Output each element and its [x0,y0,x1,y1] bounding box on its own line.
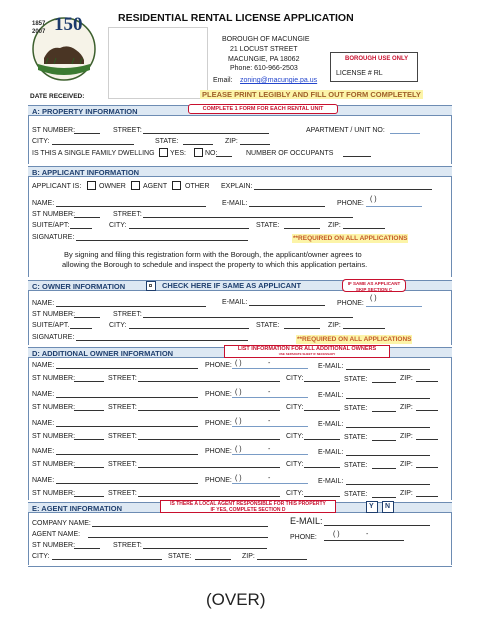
d3-phone-parens: ( ) [235,418,242,425]
d5-phone-dash: - [268,475,271,482]
d4-name-field[interactable] [56,454,198,455]
e-state-field[interactable] [195,559,231,560]
d5-st-number-label: ST NUMBER: [32,490,76,497]
e-company-field[interactable] [92,526,268,527]
a-apartment-field[interactable] [390,133,420,134]
b-street-field[interactable] [143,217,353,218]
d5-phone-field[interactable] [232,483,308,484]
d5-st-number-field[interactable] [74,496,104,497]
e-phone-dash: - [366,531,369,538]
d2-zip-field[interactable] [416,410,438,411]
d4-phone-dash: - [268,446,271,453]
c-zip-field[interactable] [343,328,385,329]
d4-zip-field[interactable] [416,467,438,468]
e-company-label: COMPANY NAME: [32,520,91,527]
a-st-number-field[interactable] [74,133,100,134]
d1-email-field[interactable] [346,369,430,370]
e-email-label: E-MAIL: [290,516,323,526]
b-street-label: STREET: [113,211,142,218]
d-note [224,345,390,358]
a-occupants-label: NUMBER OF OCCUPANTS [246,150,334,157]
d3-st-number-label: ST NUMBER: [32,433,76,440]
c-skip-line-1: IF SAME AS APPLICANT [347,281,401,286]
b-signature-field[interactable] [76,240,248,241]
a-no-checkbox[interactable] [194,148,203,157]
d1-phone-field[interactable] [232,368,308,369]
a-street-label: STREET: [113,127,142,134]
c-check-here-label: CHECK HERE IF SAME AS APPLICANT [162,281,302,290]
d2-st-number-label: ST NUMBER: [32,404,76,411]
d1-phone-parens: ( ) [235,360,242,367]
d3-phone-dash: - [268,418,271,425]
b-city-label: CITY: [109,222,127,229]
b-state-label: STATE: [256,222,280,229]
c-email-field[interactable] [249,305,325,306]
b-email-label: E-MAIL: [222,200,248,207]
d4-email-label: E-MAIL: [318,449,344,456]
e-no-checkbox[interactable] [382,501,394,513]
d3-street-field[interactable] [138,439,280,440]
d2-state-field[interactable] [372,411,396,412]
section-a-note: COMPLETE 1 FORM FOR EACH RENTAL UNIT [188,104,338,114]
section-e-title: E: AGENT INFORMATION [32,504,122,513]
c-email-label: E-MAIL: [222,299,248,306]
a-yes-checkbox[interactable] [159,148,168,157]
d3-state-field[interactable] [372,440,396,441]
b-agent-label: AGENT [143,183,168,190]
c-signature-field[interactable] [76,340,248,341]
d1-street-label: STREET: [108,375,137,382]
d3-street-label: STREET: [108,433,137,440]
a-state-field[interactable] [183,144,213,145]
b-phone-parens: ( ) [370,196,377,203]
section-d-title: D: ADDITIONAL OWNER INFORMATION [32,349,174,358]
d4-street-field[interactable] [138,467,280,468]
d5-street-field[interactable] [138,496,280,497]
c-street-field[interactable] [143,317,353,318]
d-note-line-1: LIST INFORMATION FOR ALL ADDITIONAL OWNERS [237,346,377,352]
e-agent-name-label: AGENT NAME: [32,531,81,538]
b-city-field[interactable] [129,228,249,229]
d5-name-field[interactable] [56,483,198,484]
b-state-field[interactable] [284,228,320,229]
b-signature-label: SIGNATURE: [32,234,75,241]
c-street-label: STREET: [113,311,142,318]
c-st-number-label: ST NUMBER: [32,311,76,318]
d2-email-label: E-MAIL: [318,392,344,399]
d3-name-label: NAME: [32,420,55,427]
license-number-label: LICENSE # RL [336,70,383,77]
over-label: (OVER) [206,590,266,609]
b-explain-label: EXPLAIN: [221,183,253,190]
e-city-label: CITY: [32,553,50,560]
seal-year-2007: 2007 [32,29,46,35]
e-note [160,500,336,513]
d2-phone-label: PHONE: [205,391,232,398]
d2-city-field[interactable] [304,410,340,411]
d1-state-field[interactable] [372,382,396,383]
d3-phone-field[interactable] [232,426,308,427]
d2-street-label: STREET: [108,404,137,411]
d4-street-label: STREET: [108,461,137,468]
d3-st-number-field[interactable] [74,439,104,440]
seal-150: 150 [54,14,83,35]
d2-st-number-field[interactable] [74,410,104,411]
d5-name-label: NAME: [32,477,55,484]
e-phone-field[interactable] [324,540,404,541]
b-name-field[interactable] [56,206,206,207]
d1-street-field[interactable] [138,381,280,382]
d3-name-field[interactable] [56,426,198,427]
date-received-label: DATE RECEIVED: [30,93,85,100]
c-zip-label: ZIP: [328,322,341,329]
b-suite-label: SUITE/APT: [32,222,70,229]
b-name-label: NAME: [32,200,55,207]
borough-use-label: BOROUGH USE ONLY [345,56,409,62]
section-b-title: B: APPLICANT INFORMATION [32,168,140,177]
c-suite-label: SUITE/APT. [32,322,70,329]
d1-city-label: CITY: [286,375,304,382]
b-owner-checkbox[interactable] [87,181,96,190]
d2-phone-dash: - [268,389,271,396]
e-note-line-2: IF YES, COMPLETE SECTION D [210,507,286,513]
d4-phone-parens: ( ) [235,446,242,453]
d1-phone-dash: - [268,360,271,367]
c-name-field[interactable] [56,306,206,307]
d3-email-label: E-MAIL: [318,421,344,428]
a-no-label: NO: [205,150,218,157]
a-street-field[interactable] [143,133,269,134]
d5-zip-field[interactable] [416,496,438,497]
borough-email-link[interactable]: zoning@macungie.pa.us [240,77,318,84]
b-email-field[interactable] [249,206,325,207]
b-applicant-is-label: APPLICANT IS: [32,183,82,190]
c-skip-line-2: SKIP SECTION C [355,286,393,292]
d3-phone-label: PHONE: [205,420,232,427]
e-street-field[interactable] [143,548,267,549]
b-st-number-field[interactable] [74,217,100,218]
e-note-line-1: IS THERE A LOCAL AGENT RESPONSIBLE FOR THIS PROPERTY [170,501,326,507]
d2-state-label: STATE: [344,405,368,412]
d1-city-field[interactable] [304,381,340,382]
d-note-line-2: USE SEPARATE SHEET IF NECESSARY [278,352,336,356]
d2-phone-field[interactable] [232,397,308,398]
e-st-number-field[interactable] [74,548,100,549]
borough-use-box [330,52,418,82]
d1-st-number-label: ST NUMBER: [32,375,76,382]
e-phone-label: PHONE: [290,534,317,541]
b-agreement-line-2: allowing the Borough to schedule and inspect the property to which this application pertains. [62,260,368,269]
a-apartment-label: APARTMENT / UNIT NO: [306,127,385,134]
c-state-label: STATE: [256,322,280,329]
d2-name-label: NAME: [32,391,55,398]
d3-state-label: STATE: [344,434,368,441]
d3-city-label: CITY: [286,433,304,440]
d4-st-number-label: ST NUMBER: [32,461,76,468]
borough-seal-logo [30,14,98,82]
d2-zip-label: ZIP: [400,404,413,411]
d5-email-field[interactable] [346,484,430,485]
a-single-family-label: IS THIS A SINGLE FAMILY DWELLING [32,150,155,157]
d3-zip-field[interactable] [416,439,438,440]
address-line-3: MACUNGIE, PA 18062 [228,56,300,63]
a-zip-label: ZIP: [225,138,238,145]
d2-street-field[interactable] [138,410,280,411]
b-agreement-line-1: By signing and filing this registration form with the Borough, the applicant/owner agrees to [64,250,362,259]
c-st-number-field[interactable] [74,317,100,318]
d5-zip-label: ZIP: [400,490,413,497]
d4-city-field[interactable] [304,467,340,468]
e-st-number-label: ST NUMBER: [32,542,76,549]
d2-phone-parens: ( ) [235,389,242,396]
d1-state-label: STATE: [344,376,368,383]
print-legibly-note: PLEASE PRINT LEGIBLY AND FILL OUT FORM COMPLETELY [202,90,421,99]
a-state-label: STATE: [155,138,179,145]
d1-phone-label: PHONE: [205,362,232,369]
e-street-label: STREET: [113,542,142,549]
d3-zip-label: ZIP: [400,433,413,440]
b-other-checkbox[interactable] [172,181,181,190]
b-owner-label: OWNER [99,183,126,190]
c-phone-label: PHONE: [337,300,364,307]
d5-state-field[interactable] [372,497,396,498]
a-st-number-label: ST NUMBER: [32,127,76,134]
d5-street-label: STREET: [108,490,137,497]
e-zip-label: ZIP: [242,553,255,560]
address-line-2: 21 LOCUST STREET [230,46,298,53]
b-zip-label: ZIP: [328,222,341,229]
d5-phone-parens: ( ) [235,475,242,482]
d4-state-label: STATE: [344,462,368,469]
d4-zip-label: ZIP: [400,461,413,468]
d1-zip-field[interactable] [416,381,438,382]
d1-name-label: NAME: [32,362,55,369]
address-line-4: Phone: 610-966-2503 [230,65,298,72]
c-city-label: CITY: [109,322,127,329]
photo-placeholder [108,27,208,99]
d1-name-field[interactable] [56,368,198,369]
e-email-field[interactable] [324,525,430,526]
c-signature-label: SIGNATURE: [32,334,75,341]
d3-email-field[interactable] [346,427,430,428]
b-phone-field[interactable] [366,206,422,207]
e-agent-name-field[interactable] [88,537,268,538]
section-c-title: C: OWNER INFORMATION [32,282,126,291]
d2-name-field[interactable] [56,397,198,398]
b-zip-field[interactable] [343,228,385,229]
a-occupants-field[interactable] [343,156,371,157]
form-title: RESIDENTIAL RENTAL LICENSE APPLICATION [118,12,354,24]
d5-city-label: CITY: [286,490,304,497]
a-city-field[interactable] [52,144,134,145]
a-zip-field[interactable] [240,144,270,145]
c-phone-field[interactable] [366,306,422,307]
e-n-label: N [385,503,391,510]
d5-phone-label: PHONE: [205,477,232,484]
b-suite-field[interactable] [70,228,92,229]
a-no-line [216,156,232,157]
e-zip-field[interactable] [257,559,307,560]
email-label: Email: [213,77,233,84]
b-st-number-label: ST NUMBER: [32,211,76,218]
d4-city-label: CITY: [286,461,304,468]
e-yes-checkbox[interactable] [366,501,378,513]
d1-email-label: E-MAIL: [318,363,344,370]
c-state-field[interactable] [284,328,320,329]
d4-name-label: NAME: [32,448,55,455]
d2-city-label: CITY: [286,404,304,411]
c-required-note: **REQUIRED ON ALL APPLICATIONS [297,336,412,343]
d4-phone-label: PHONE: [205,448,232,455]
d4-state-field[interactable] [372,468,396,469]
e-city-field[interactable] [52,559,162,560]
d1-st-number-field[interactable] [74,381,104,382]
c-city-field[interactable] [129,328,249,329]
e-y-label: Y [369,503,374,510]
section-b-header [28,166,452,177]
b-other-label: OTHER [185,183,210,190]
c-name-label: NAME: [32,300,55,307]
address-line-1: BOROUGH OF MACUNGIE [222,36,310,43]
seal-year-1857: 1857 [32,21,46,27]
b-explain-field[interactable] [254,189,432,190]
d5-city-field[interactable] [304,496,340,497]
b-agent-checkbox[interactable] [131,181,140,190]
c-same-as-applicant-checkbox[interactable] [146,281,156,291]
d4-st-number-field[interactable] [74,467,104,468]
d2-email-field[interactable] [346,398,430,399]
d3-city-field[interactable] [304,439,340,440]
b-phone-label: PHONE: [337,200,364,207]
c-phone-parens: ( ) [370,295,377,302]
d1-zip-label: ZIP: [400,375,413,382]
d5-email-label: E-MAIL: [318,478,344,485]
section-e-frame [28,513,452,565]
b-required-note: **REQUIRED ON ALL APPLICATIONS [293,235,408,242]
c-suite-field[interactable] [70,328,92,329]
d5-state-label: STATE: [344,491,368,498]
d4-email-field[interactable] [346,455,430,456]
c-checkbox-inner [149,284,152,287]
section-a-title: A: PROPERTY INFORMATION [32,107,138,116]
a-yes-label: YES: [170,150,186,157]
d4-phone-field[interactable] [232,454,308,455]
e-phone-parens: ( ) [333,531,340,538]
bottom-rule [28,566,452,567]
a-city-label: CITY: [32,138,50,145]
e-state-label: STATE: [168,553,192,560]
